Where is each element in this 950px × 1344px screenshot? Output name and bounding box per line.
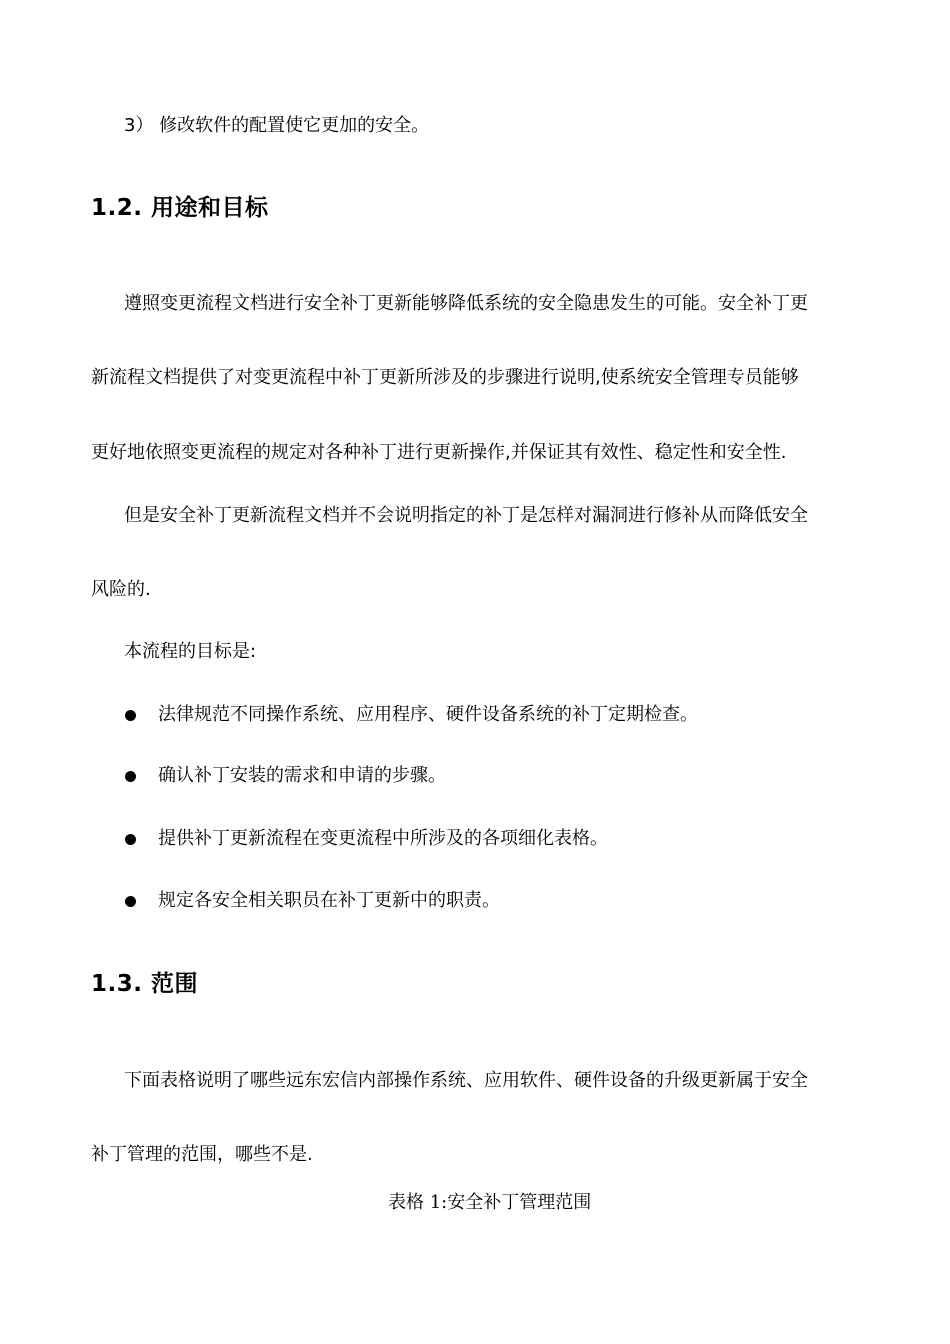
goals-intro: 本流程的目标是:	[124, 641, 257, 662]
bullet-icon	[125, 771, 136, 782]
section-heading-1-2: 1.2. 用途和目标	[91, 195, 269, 221]
goal-text: 确认补丁安装的需求和申请的步骤。	[158, 765, 446, 786]
bullet-icon	[125, 896, 136, 907]
paragraph-2-line-1: 但是安全补丁更新流程文档并不会说明指定的补丁是怎样对漏洞进行修补从而降低安全	[124, 505, 808, 526]
scope-paragraph-line-2: 补丁管理的范围，哪些不是.	[91, 1144, 313, 1165]
goal-text: 规定各安全相关职员在补丁更新中的职责。	[158, 890, 500, 911]
table-caption: 表格 1:安全补丁管理范围	[388, 1192, 592, 1213]
paragraph-1-line-3: 更好地依照变更流程的规定对各种补丁进行更新操作,并保证其有效性、稳定性和安全性.	[91, 442, 787, 463]
paragraph-1-line-1: 遵照变更流程文档进行安全补丁更新能够降低系统的安全隐患发生的可能。安全补丁更	[124, 293, 808, 314]
section-heading-1-3: 1.3. 范围	[91, 971, 198, 997]
goal-text: 提供补丁更新流程在变更流程中所涉及的各项细化表格。	[158, 828, 608, 849]
bullet-icon	[125, 834, 136, 845]
list-item-3: 3） 修改软件的配置使它更加的安全。	[124, 115, 430, 136]
paragraph-1-line-2: 新流程文档提供了对变更流程中补丁更新所涉及的步骤进行说明,使系统安全管理专员能够	[91, 367, 799, 388]
goal-text: 法律规范不同操作系统、应用程序、硬件设备系统的补丁定期检查。	[158, 704, 698, 725]
bullet-icon	[125, 710, 136, 721]
paragraph-2-line-2: 风险的.	[91, 579, 151, 600]
scope-paragraph-line-1: 下面表格说明了哪些远东宏信内部操作系统、应用软件、硬件设备的升级更新属于安全	[124, 1070, 808, 1091]
